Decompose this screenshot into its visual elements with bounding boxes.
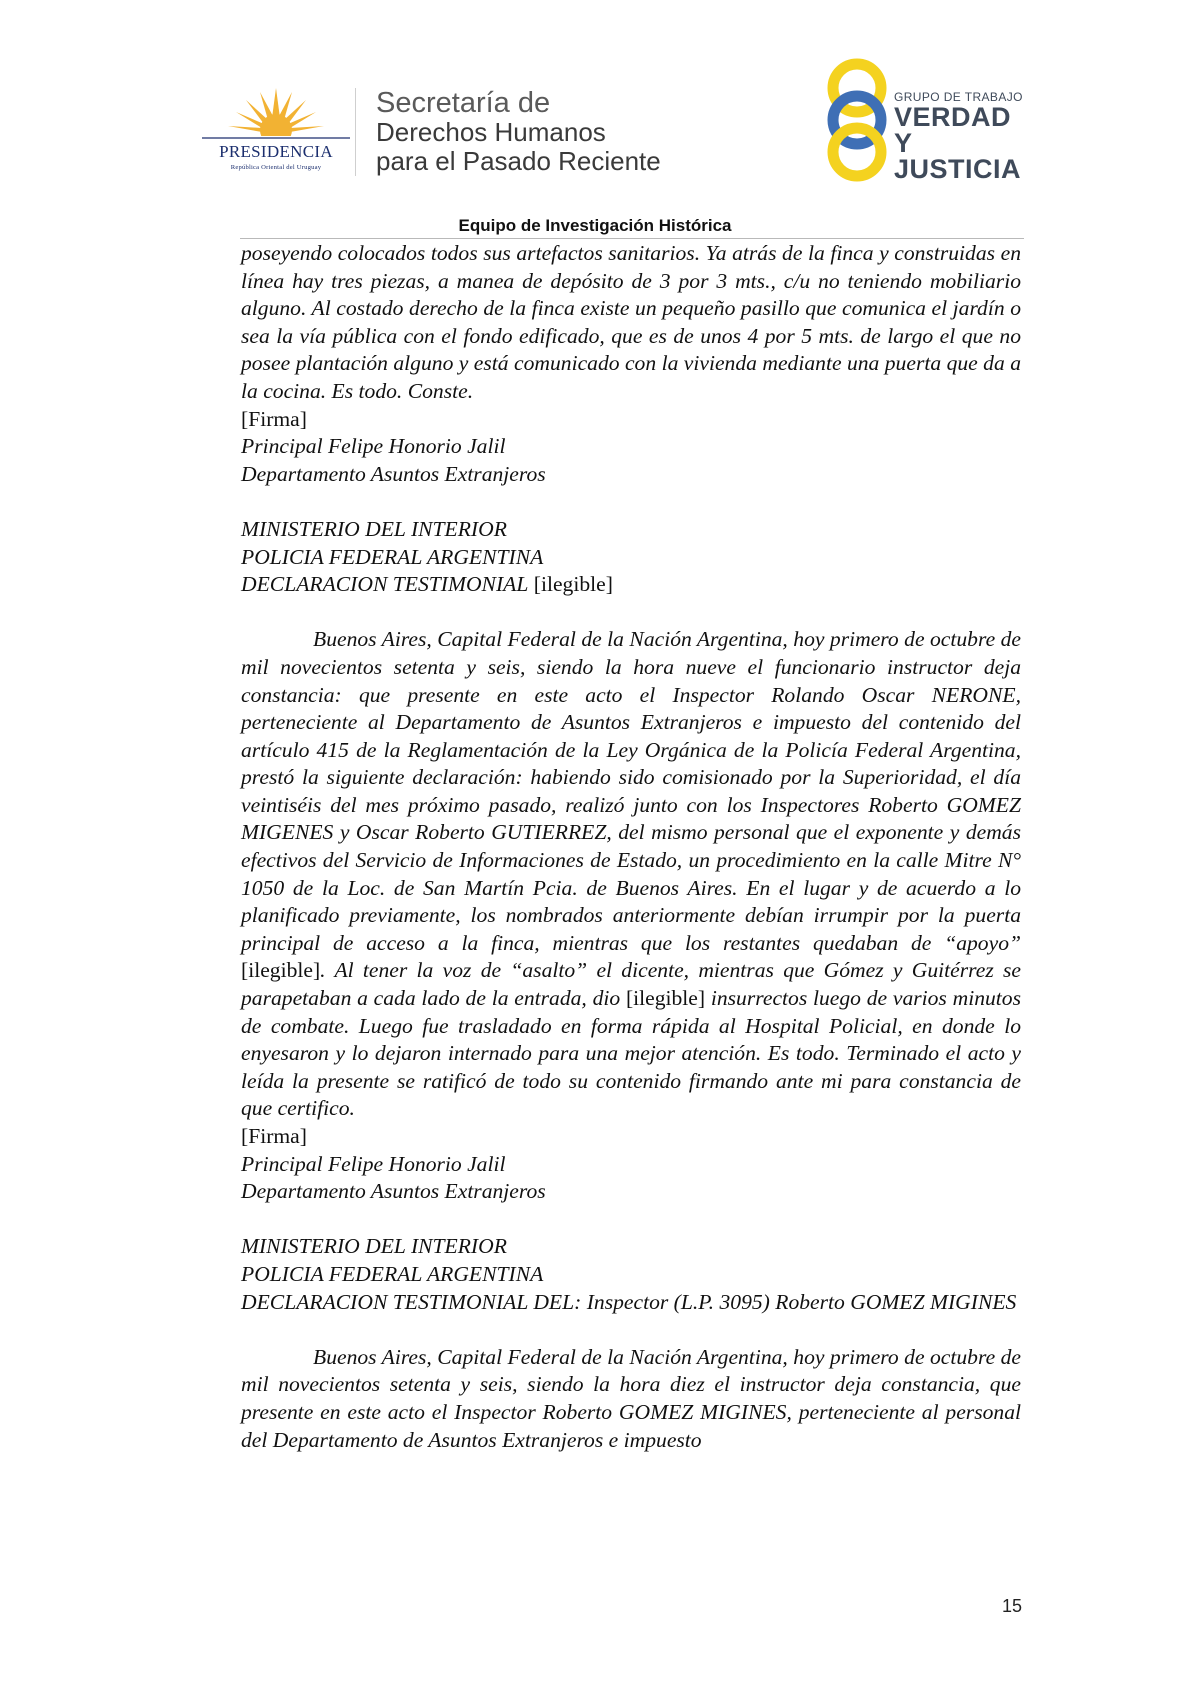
paragraph-2-part-c: insurrectos luego de varios minutos de combate. Luego fue trasladado en forma rápida al Hospital Policial, en donde lo enyesaron y lo dejaron internado para una mejor atención. Es todo. Terminado el acto y leída la presente se ratificó de todo su contenido firmando ante mi para constancia de que certifico. (241, 986, 1021, 1121)
verdad-justicia-text (894, 90, 1032, 182)
secretaria-line-1: Secretaría de (376, 87, 551, 119)
illegible-note: [ilegible] (533, 572, 613, 597)
linked-rings-icon (822, 58, 892, 182)
spacer (241, 1316, 1021, 1344)
logo-divider (355, 88, 356, 176)
presidencia-name: PRESIDENCIA (219, 142, 333, 161)
signer-1-name: Principal Felipe Honorio Jalil (241, 434, 506, 459)
spacer (241, 488, 1021, 516)
paragraph-2 (241, 626, 1021, 1123)
paragraph-1: poseyendo colocados todos sus artefactos sanitarios. Ya atrás de la finca y construidas en línea hay tres piezas, a manea de depósito de 3 por 3 mts., c/u no teniendo mobiliario alguno. Al costado derecho de la finca existe un pequeño pasillo que comunica el jardín o sea la vía pública con el fondo edificado, que es de unos 4 por 5 mts. de largo el que no posee plantación alguno y está comunicado con la vivienda mediante una puerta que da a la cocina. Es todo. Conste. (241, 241, 1021, 403)
heading-1-title: DECLARACION TESTIMONIAL (241, 572, 529, 597)
heading-2-line-1: MINISTERIO DEL INTERIOR (241, 1234, 507, 1259)
signer-2-name: Principal Felipe Honorio Jalil (241, 1151, 506, 1176)
paragraph-2-part-a: Buenos Aires, Capital Federal de la Nación Argentina, hoy primero de octubre de mil novecientos setenta y seis, siendo la hora nueve el funcionario instructor deja constancia: que presente en este acto el Inspector Rolando Oscar NERONE, perteneciente al Departamento de Asuntos Extranjeros e impuesto del contenido del artículo 415 de la Reglamentación de la Ley Orgánica de la Policía Federal Argentina, prestó la siguiente declaración: habiendo sido comisionado por la Superioridad, el día veintiséis del mes próximo pasado, realizó junto con los Inspectores Roberto GOMEZ MIGENES y Oscar Roberto GUTIERREZ, del mismo personal que el exponente y demás efectivos del Servicio de Informaciones de Estado, un procedimiento en la calle Mitre N° 1050 de la Loc. de San Martín Pcia. de Buenos Aires. En el lugar y de acuerdo a lo planificado previamente, los nombrados anteriormente debían irrumpir por la puerta principal de acceso a la finca, mientras que los restantes quedaban de “apoyo” (241, 627, 1021, 955)
gtvj-line-3: JUSTICIA (894, 154, 1022, 184)
document-body (241, 240, 1021, 1454)
heading-1-line-3 (241, 571, 1021, 599)
firma-2: [Firma] (241, 1124, 307, 1148)
unit-title: Equipo de Investigación Histórica (458, 216, 732, 235)
gtvj-line-2: VERDAD Y (894, 102, 1012, 158)
paragraph-2-part-b: . Al tener la voz de “asalto” el dicente, mientras que Gómez y Guitérrez se parapetaban a cada lado de la entrada, dio (241, 958, 1021, 1011)
page-header (0, 0, 1190, 250)
heading-1-line-1: MINISTERIO DEL INTERIOR (241, 516, 507, 541)
paragraph-3: Buenos Aires, Capital Federal de la Nación Argentina, hoy primero de octubre de mil novecientos setenta y seis, siendo la hora diez el instructor deja constancia, que presente en este acto el Inspector Roberto GOMEZ MIGINES, perteneciente al personal del Departamento de Asuntos Extranjeros e impuesto (241, 1344, 1021, 1452)
verdad-justicia-logo (822, 58, 1032, 182)
signer-1-department: Departamento Asuntos Extranjeros (241, 461, 546, 486)
spacer (241, 1206, 1021, 1234)
illegible-note: [ilegible] (241, 958, 321, 983)
presidencia-logo (196, 78, 356, 178)
sun-icon (196, 78, 356, 142)
secretaria-line-2: Derechos Humanos (376, 117, 606, 147)
secretaria-logo-text (376, 88, 661, 176)
heading-1-line-2: POLICIA FEDERAL ARGENTINA (241, 544, 544, 569)
header-rule (240, 238, 1024, 239)
illegible-note: [ilegible] (625, 986, 706, 1011)
heading-2-line-2: POLICIA FEDERAL ARGENTINA (241, 1261, 544, 1286)
signer-2-department: Departamento Asuntos Extranjeros (241, 1179, 546, 1204)
firma-1: [Firma] (241, 406, 307, 431)
gtvj-line-1: GRUPO DE TRABAJO (894, 90, 1023, 104)
page-number: 15 (1002, 1596, 1023, 1616)
spacer (241, 599, 1021, 627)
secretaria-line-3: para el Pasado Reciente (376, 146, 661, 176)
heading-2-line-3: DECLARACION TESTIMONIAL DEL: Inspector (L.P. 3095) Roberto GOMEZ MIGINES (241, 1289, 1017, 1314)
presidencia-subtitle: República Oriental del Uruguay (230, 164, 322, 171)
